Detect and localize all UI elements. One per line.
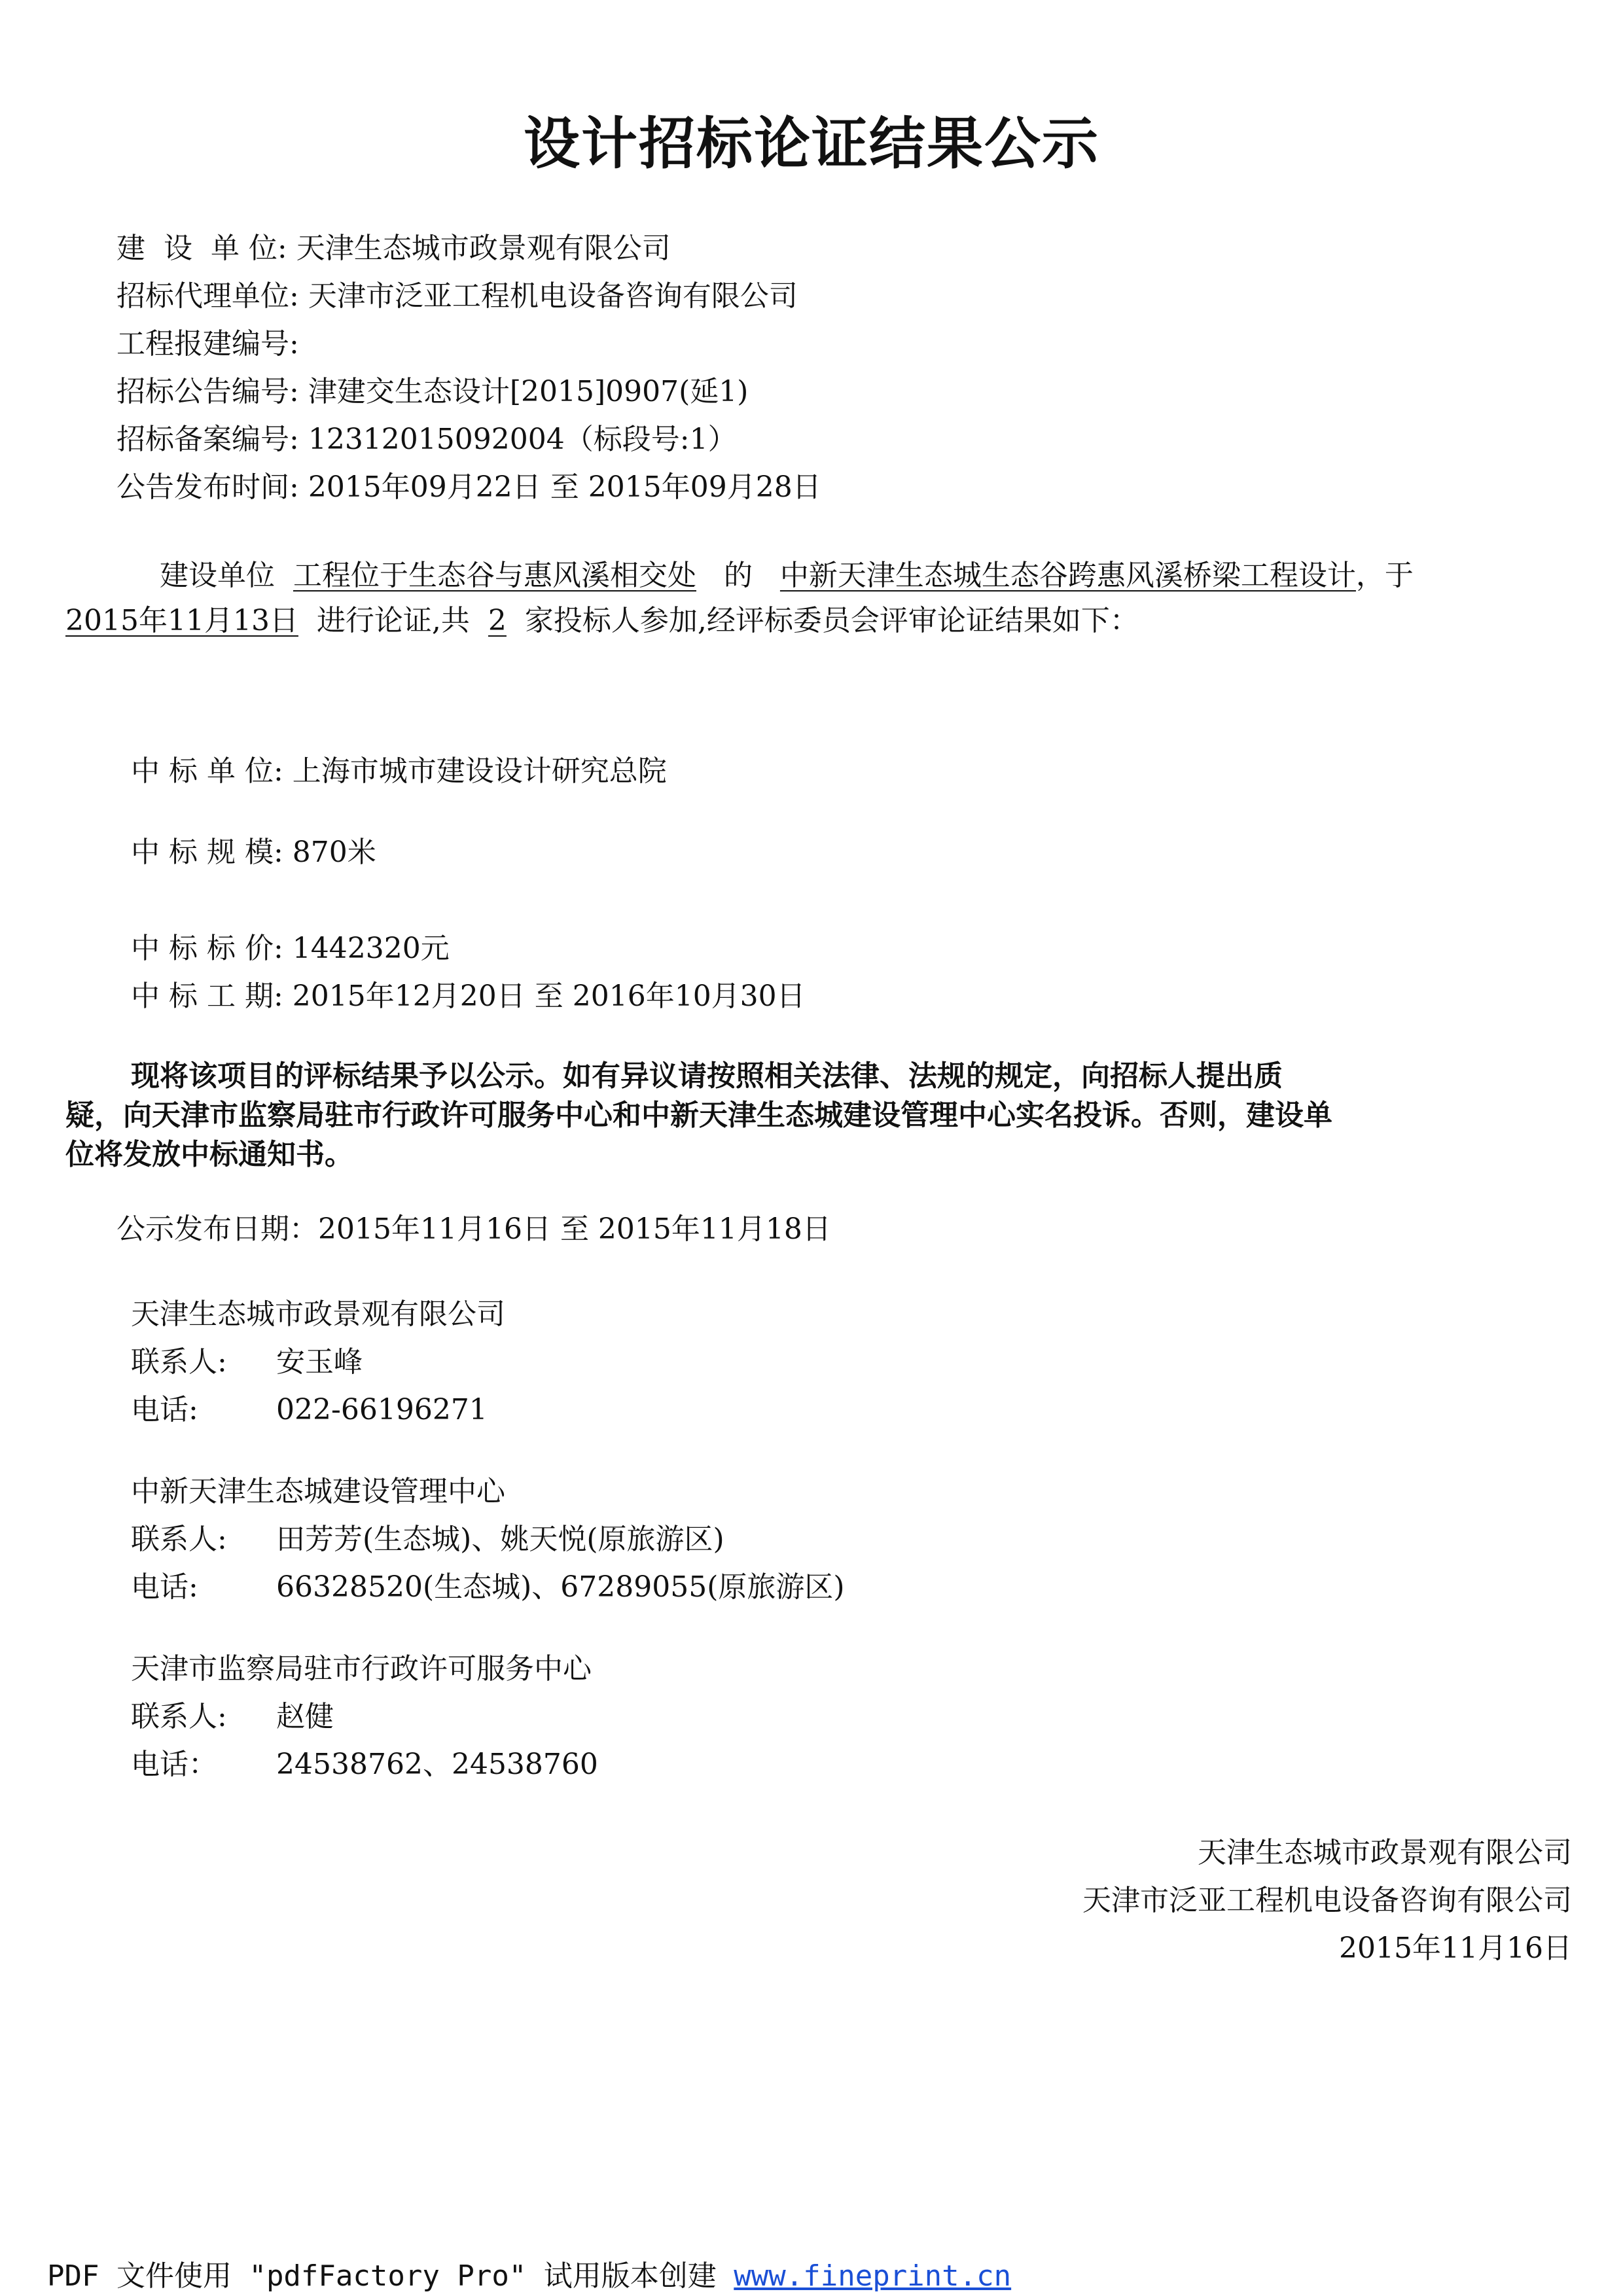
publish-date [116, 1205, 831, 1247]
result-label: 中 标 标 价: [131, 932, 283, 965]
contact-person-value: 安玉峰 [276, 1345, 363, 1379]
contact-phone [131, 1740, 598, 1782]
result-value: 上海市城市建设设计研究总院 [292, 754, 667, 788]
result-scale [131, 828, 376, 870]
signature-date: 2015年11月16日 [1339, 1932, 1572, 1965]
field-value: 2015年09月22日 至 2015年09月28日 [308, 470, 821, 504]
notice-line-2: 疑，向天津市监察局驻市行政许可服务中心和中新天津生态城建设管理中心实名投诉。否则，建设单 [65, 1099, 1332, 1132]
contact-phone [131, 1563, 845, 1605]
result-value: 870米 [292, 836, 376, 869]
field-label: 招标代理单位: [116, 279, 299, 313]
intro-text: 进行论证,共 [316, 604, 470, 637]
field-label: 招标公告编号: [116, 375, 299, 408]
footer-text: PDF 文件使用 "pdfFactory Pro" 试用版本创建 [47, 2259, 734, 2293]
field-value: 天津生态城市政景观有限公司 [296, 232, 671, 265]
result-label: 中 标 单 位: [131, 754, 283, 788]
contact-org: 中新天津生态城建设管理中心 [131, 1475, 505, 1508]
page-title: 设计招标论证结果公示 [524, 111, 1099, 177]
intro-line-1 [160, 552, 1414, 593]
field-label: 工程报建编号: [116, 327, 299, 361]
contact-phone-value: 24538762、24538760 [276, 1748, 598, 1781]
field-label: 建 设 单 位: [116, 232, 287, 265]
signature-org-1: 天津生态城市政景观有限公司 [1198, 1836, 1572, 1869]
intro-text: 家投标人参加,经评标委员会评审论证结果如下： [524, 604, 1139, 637]
footer-link[interactable]: www.fineprint.cn [734, 2259, 1012, 2293]
field-value: 12312015092004（标段号:1） [308, 423, 737, 456]
result-winning-unit [131, 747, 667, 789]
result-period [131, 972, 806, 1014]
contact-phone-value: 66328520(生态城)、67289055(原旅游区) [276, 1570, 845, 1604]
result-price [131, 925, 450, 966]
contact-org: 天津生态城市政景观有限公司 [131, 1298, 505, 1331]
contact-person-value: 田芳芳(生态城)、姚天悦(原旅游区) [276, 1523, 724, 1556]
field-project-number [116, 320, 299, 362]
field-agency [116, 272, 798, 314]
result-value: 2015年12月20日 至 2016年10月30日 [292, 980, 806, 1013]
contact-phone [131, 1386, 488, 1428]
result-value: 1442320元 [292, 932, 450, 965]
field-value: 津建交生态设计[2015]0907(延1) [308, 375, 749, 408]
field-announcement-time [116, 463, 821, 505]
intro-text: ，于 [1355, 559, 1414, 592]
notice-line-1: 现将该项目的评标结果予以公示。如有异议请按照相关法律、法规的规定，向招标人提出质 [131, 1059, 1283, 1093]
contact-person-label: 联系人: [131, 1345, 227, 1379]
intro-location: 工程位于生态谷与惠风溪相交处 [293, 559, 696, 592]
intro-date: 2015年11月13日 [65, 604, 298, 637]
signature-org-2: 天津市泛亚工程机电设备咨询有限公司 [1082, 1884, 1572, 1917]
result-label: 中 标 规 模: [131, 836, 283, 869]
publish-date-label: 公示发布日期： [116, 1212, 318, 1246]
intro-bidder-count: 2 [488, 604, 507, 637]
field-label: 公告发布时间: [116, 470, 299, 504]
contact-person [131, 1338, 363, 1380]
contact-org: 天津市监察局驻市行政许可服务中心 [131, 1652, 592, 1686]
intro-project-name: 中新天津生态城生态谷跨惠风溪桥梁工程设计 [779, 559, 1356, 592]
field-construction-unit [116, 224, 671, 266]
field-filing-number [116, 415, 737, 457]
result-label: 中 标 工 期: [131, 980, 283, 1013]
field-label: 招标备案编号: [116, 423, 299, 456]
contact-person-label: 联系人: [131, 1523, 227, 1556]
contact-person [131, 1515, 724, 1557]
notice-line-3: 位将发放中标通知书。 [65, 1138, 353, 1171]
contact-person-value: 赵健 [276, 1700, 334, 1733]
intro-line-2 [65, 597, 1139, 639]
field-value: 天津市泛亚工程机电设备咨询有限公司 [308, 279, 798, 313]
publish-date-value: 2015年11月16日 至 2015年11月18日 [318, 1212, 831, 1246]
intro-text: 的 [723, 559, 753, 592]
contact-phone-label: 电话： [131, 1748, 217, 1781]
pdf-footer [47, 2252, 1011, 2294]
contact-person-label: 联系人: [131, 1700, 227, 1733]
contact-phone-label: 电话: [131, 1570, 198, 1604]
contact-person [131, 1693, 334, 1735]
intro-text: 建设单位 [160, 559, 275, 592]
field-announcement-number [116, 368, 748, 410]
contact-phone-value: 022-66196271 [276, 1393, 488, 1426]
contact-phone-label: 电话: [131, 1393, 198, 1426]
